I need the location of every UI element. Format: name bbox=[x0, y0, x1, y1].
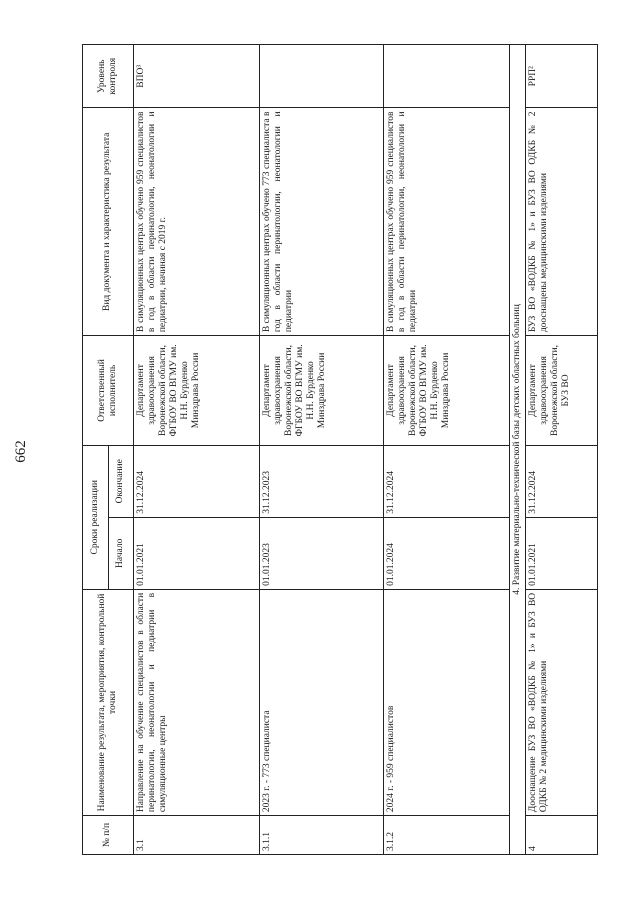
row-num: 3.1 bbox=[134, 816, 260, 855]
row-start: 01.01.2024 bbox=[384, 517, 510, 589]
row-num: 3.1.2 bbox=[384, 816, 510, 855]
page-number bbox=[6, 436, 36, 466]
header-control: Уровень контроля bbox=[83, 45, 134, 108]
header-end: Окончание bbox=[109, 445, 134, 517]
row-name: 2023 г. - 773 специалиста bbox=[260, 589, 384, 815]
row-responsible: Департамент здравоохранения Воронежской области, БУЗ ВО bbox=[526, 336, 598, 446]
table-row bbox=[526, 45, 598, 855]
row-name: Дооснащение БУЗ ВО «ВОДКБ № 1» и БУЗ ВО ОДКБ № 2 медицинскими изделиями bbox=[526, 589, 598, 815]
header-num: № п/п bbox=[83, 816, 134, 855]
table-row bbox=[260, 45, 384, 855]
row-control bbox=[260, 45, 384, 108]
plan-table bbox=[82, 44, 598, 855]
row-document: БУЗ ВО «ВОДКБ № 1» и БУЗ ВО ОДКБ № 2 дооснащены медицинскими изделиями bbox=[526, 108, 598, 336]
row-document: В симуляционных центрах обучено 959 специалистов в год в области перинатологии, неонатологии и педиатрии, начиная с 2019 г. bbox=[134, 108, 260, 336]
row-control: ВПО³ bbox=[134, 45, 260, 108]
table-row bbox=[134, 45, 260, 855]
row-num: 3.1.1 bbox=[260, 816, 384, 855]
header-terms: Сроки реализации bbox=[83, 445, 109, 589]
row-end: 31.12.2024 bbox=[134, 445, 260, 517]
header-row-1 bbox=[83, 45, 109, 855]
row-end: 31.12.2024 bbox=[384, 445, 510, 517]
row-document: В симуляционных центрах обучено 959 специалистов в год в области перинатологии, неонатологии и педиатрии bbox=[384, 108, 510, 336]
row-responsible: Департамент здравоохранения Воронежской области, ФГБОУ ВО ВГМУ им. Н.Н. Бурденко Минздрава России bbox=[384, 336, 510, 446]
row-control bbox=[384, 45, 510, 108]
rotated-table-stage bbox=[82, 44, 572, 855]
header-name: Наименование результата, мероприятия, контрольной точки bbox=[83, 589, 134, 815]
row-name: Направление на обучение специалистов в области перинатологии, неонатологии и педиатрии в симуляционные центры bbox=[134, 589, 260, 815]
row-end: 31.12.2024 bbox=[526, 445, 598, 517]
section-title: 4. Развитие материально-технической базы детских областных больниц bbox=[510, 45, 526, 855]
table-wrap bbox=[82, 44, 572, 855]
header-start: Начало bbox=[109, 517, 134, 589]
header-responsible: Ответственный исполнитель bbox=[83, 336, 134, 446]
row-responsible: Департамент здравоохранения Воронежской области, ФГБОУ ВО ВГМУ им. Н.Н. Бурденко Минздрава России bbox=[260, 336, 384, 446]
table-row bbox=[384, 45, 510, 855]
row-document: В симуляционных центрах обучено 773 специалиста в год в области перинатологии, неонатологии и педиатрии bbox=[260, 108, 384, 336]
row-control: РРП² bbox=[526, 45, 598, 108]
page-number-text: 662 bbox=[12, 439, 29, 463]
row-end: 31.12.2023 bbox=[260, 445, 384, 517]
row-start: 01.01.2021 bbox=[526, 517, 598, 589]
row-start: 01.01.2023 bbox=[260, 517, 384, 589]
section-row bbox=[510, 45, 526, 855]
row-start: 01.01.2021 bbox=[134, 517, 260, 589]
row-num: 4 bbox=[526, 816, 598, 855]
header-document: Вид документа и характеристика результата bbox=[83, 108, 134, 336]
row-name: 2024 г. - 959 специалистов bbox=[384, 589, 510, 815]
row-responsible: Департамент здравоохранения Воронежской области, ФГБОУ ВО ВГМУ им. Н.Н. Бурденко Минздрава России bbox=[134, 336, 260, 446]
